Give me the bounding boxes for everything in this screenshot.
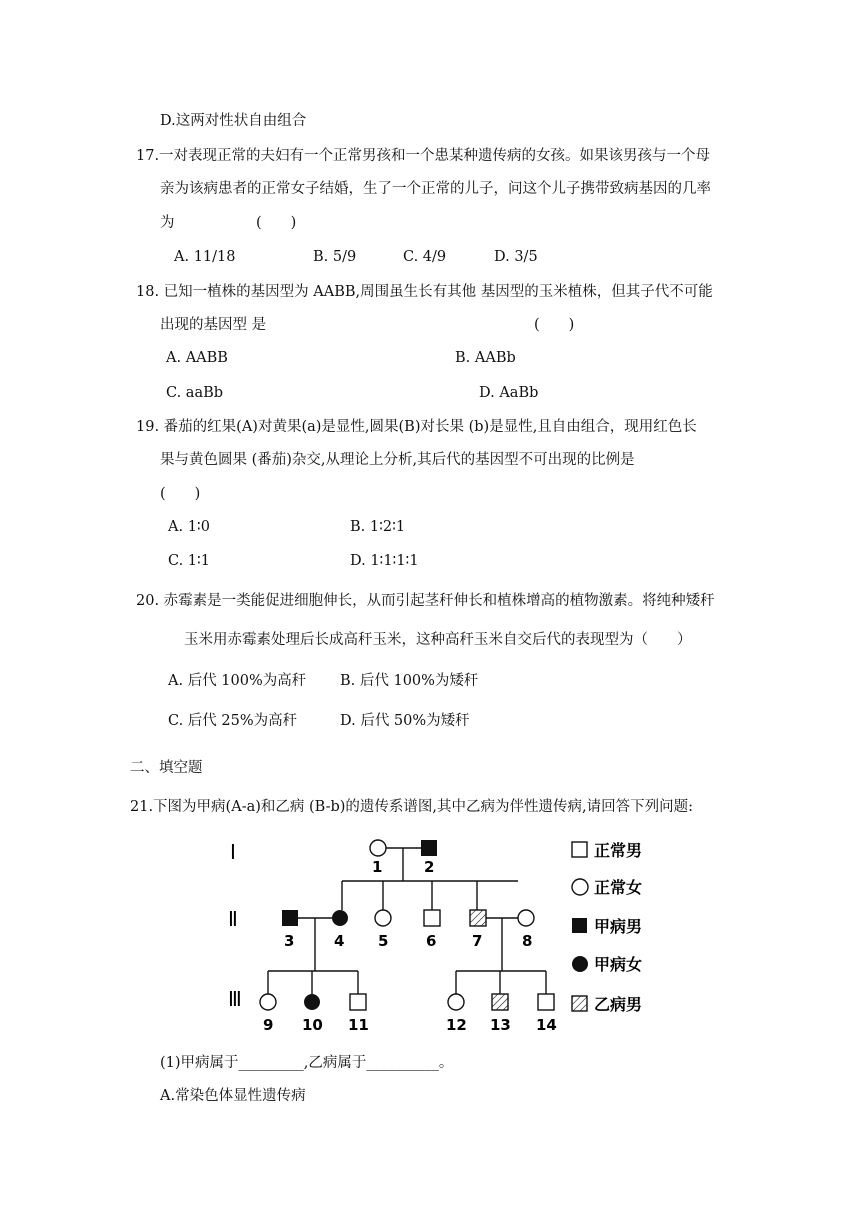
section-title-fill-in: 二、填空题: [130, 760, 203, 776]
individual-13-number: 13: [490, 1016, 511, 1034]
q18-answer-bracket: ( ): [534, 317, 575, 333]
legend-disease-a-female-symbol: [572, 956, 588, 972]
legend-disease-b-male-label: 乙病男: [594, 995, 643, 1014]
q20-option-d: D. 后代 50%为矮秆: [340, 713, 470, 729]
q20-option-c: C. 后代 25%为高秆: [168, 713, 298, 729]
legend-disease-a-male-label: 甲病男: [594, 917, 643, 936]
q19-stem-line2: 果与黄色圆果 (番茄)杂交,从理论上分析,其后代的基因型不可出现的比例是: [160, 452, 635, 468]
q17-stem-line1: 17.一对表现正常的夫妇有一个正常男孩和一个患某种遗传病的女孩。如果该男孩与一个母: [136, 148, 711, 164]
q18-stem-line1: 18. 已知一植株的基因型为 AABB,周围虽生长有其他 基因型的玉米植株，但其子代不可能: [136, 284, 713, 300]
individual-3-number: 3: [284, 932, 295, 950]
q21-subquestion-1: (1)甲病属于_________,乙病属于__________。: [160, 1055, 454, 1071]
individual-7-disease-b-male: [470, 910, 486, 926]
generation-label-II: Ⅱ: [228, 907, 238, 931]
individual-1-number: 1: [372, 858, 383, 876]
q19-stem-line1: 19. 番茄的红果(A)对黄果(a)是显性,圆果(B)对长果 (b)是显性,且自由组合，现用红色长: [136, 419, 697, 435]
q17-stem-line3: 为: [160, 215, 175, 231]
q18-option-a: A. AABB: [166, 350, 228, 366]
q20-stem-line1: 20. 赤霉素是一类能促进细胞伸长，从而引起茎秆伸长和植株增高的植物激素。将纯种矮秆: [136, 593, 715, 609]
individual-8-number: 8: [522, 932, 533, 950]
q18-option-c: C. aaBb: [166, 385, 224, 401]
legend-normal-female-symbol: [572, 879, 588, 895]
individual-4-number: 4: [334, 932, 345, 950]
individual-5-normal-female: [375, 910, 391, 926]
q20-stem-line2: 玉米用赤霉素处理后长成高秆玉米，这种高秆玉米自交后代的表现型为（ ）: [184, 632, 692, 648]
legend-normal-male-symbol: [572, 842, 587, 857]
individual-12-normal-female: [448, 994, 464, 1010]
q17-option-b: B. 5/9: [313, 249, 357, 265]
generation-label-I: Ⅰ: [230, 840, 236, 864]
individual-2-disease-a-male: [421, 840, 437, 856]
individual-3-disease-a-male: [282, 910, 298, 926]
q21-stem: 21.下图为甲病(A-a)和乙病 (B-b)的遗传系谱图,其中乙病为伴性遗传病,请回答下列问题:: [130, 799, 694, 815]
individual-12-number: 12: [446, 1016, 467, 1034]
individual-9-normal-female: [260, 994, 276, 1010]
legend-normal-male-label: 正常男: [594, 841, 643, 860]
individual-2-number: 2: [424, 858, 435, 876]
individual-6-normal-male: [424, 910, 440, 926]
individual-11-number: 11: [348, 1016, 369, 1034]
q17-option-d: D. 3/5: [494, 249, 538, 265]
q17-answer-bracket: ( ): [256, 215, 297, 231]
individual-5-number: 5: [378, 932, 389, 950]
individual-10-number: 10: [302, 1016, 323, 1034]
q17-stem-line2: 亲为该病患者的正常女子结婚，生了一个正常的儿子，问这个儿子携带致病基因的几率: [160, 181, 711, 197]
individual-8-normal-female: [518, 910, 534, 926]
individual-4-disease-a-female: [332, 910, 348, 926]
q18-option-b: B. AABb: [455, 350, 516, 366]
legend-disease-b-male-symbol: [572, 996, 587, 1011]
pedigree-chart: [220, 826, 660, 1036]
pedigree-lines: [268, 848, 546, 994]
individual-7-number: 7: [472, 932, 483, 950]
individual-9-number: 9: [263, 1016, 274, 1034]
q20-option-b: B. 后代 100%为矮秆: [340, 673, 479, 689]
q18-option-d: D. AaBb: [479, 385, 539, 401]
individual-10-disease-a-female: [304, 994, 320, 1010]
individual-11-normal-male: [350, 994, 366, 1010]
q19-option-c: C. 1∶1: [168, 553, 211, 569]
legend-normal-female-label: 正常女: [594, 878, 643, 897]
q21-option-a: A.常染色体显性遗传病: [160, 1088, 306, 1104]
q18-stem-line2: 出现的基因型 是: [160, 317, 267, 333]
q16-option-d: D.这两对性状自由组合: [160, 113, 307, 129]
q19-option-b: B. 1∶2∶1: [350, 519, 406, 535]
q19-option-d: D. 1∶1∶1∶1: [350, 553, 419, 569]
legend-disease-a-female-label: 甲病女: [594, 955, 643, 974]
individual-13-disease-b-male: [492, 994, 508, 1010]
individual-6-number: 6: [426, 932, 437, 950]
q17-option-c: C. 4/9: [403, 249, 447, 265]
generation-label-III: Ⅲ: [228, 987, 242, 1011]
q19-option-a: A. 1∶0: [168, 519, 210, 535]
q20-option-a: A. 后代 100%为高秆: [168, 673, 307, 689]
individual-14-number: 14: [536, 1016, 557, 1034]
q19-answer-bracket: ( ): [160, 486, 201, 502]
legend-disease-a-male-symbol: [572, 918, 587, 933]
individual-1-normal-female: [370, 840, 386, 856]
individual-14-normal-male: [538, 994, 554, 1010]
q17-option-a: A. 11/18: [174, 249, 236, 265]
